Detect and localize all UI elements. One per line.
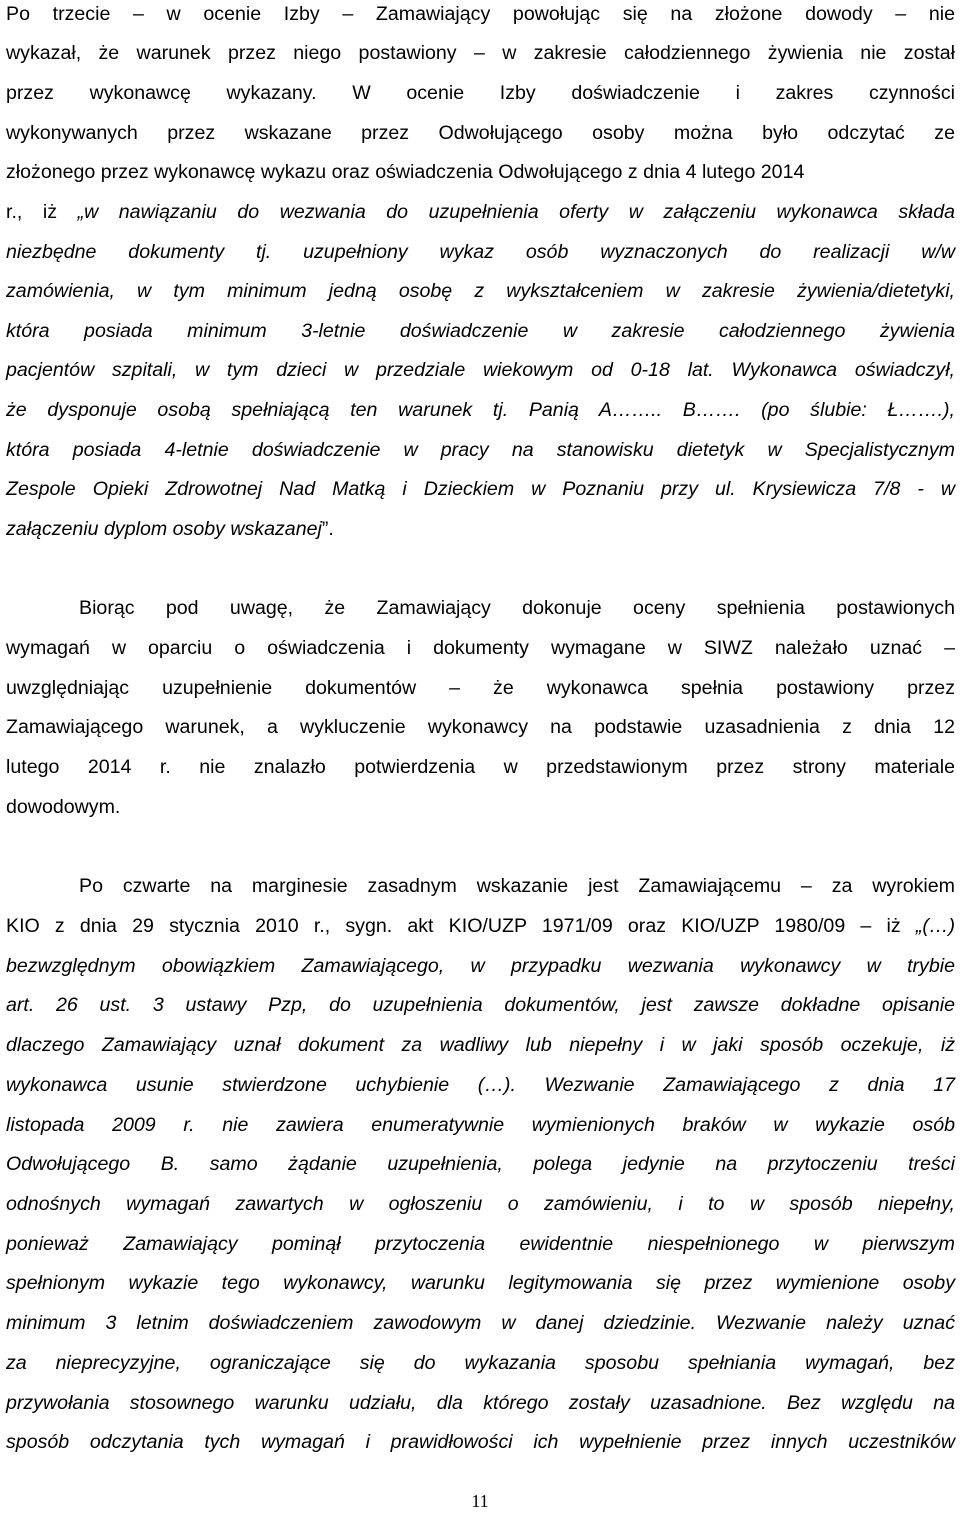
paragraph-2-line-1: Biorąc pod uwagę, że Zamawiający dokonuje oceny spełnienia postawionych xyxy=(79,597,955,619)
paragraph-1-line-14 xyxy=(6,517,955,541)
paragraph-3-line-2-quote: „(…) xyxy=(915,915,955,937)
paragraph-3-line-5: dlaczego Zamawiający uznał dokument za wadliwy lub niepełny i w jaki sposób oczekuje, iż xyxy=(6,1034,955,1056)
paragraph-1-line-12: która posiada 4-letnie doświadczenie w pracy na stanowisku dietetyk w Specjalistycznym xyxy=(6,439,955,461)
paragraph-3-line-12: minimum 3 letnim doświadczeniem zawodowym w danej dziedzinie. Wezwanie należy uznać xyxy=(6,1312,955,1334)
paragraph-3-line-2-lead: KIO z dnia 29 stycznia 2010 r., sygn. akt KIO/UZP 1971/09 oraz KIO/UZP 1980/09 – iż xyxy=(6,915,916,937)
paragraph-1-line-2: wykazał, że warunek przez niego postawiony – w zakresie całodziennego żywienia nie został xyxy=(6,42,955,64)
paragraph-1-line-14-end: ”. xyxy=(321,518,334,540)
paragraph-3-line-1: Po czwarte na marginesie zasadnym wskazanie jest Zamawiającemu – za wyrokiem xyxy=(79,875,955,897)
paragraph-3-line-10: ponieważ Zamawiający pominął przytoczenia ewidentnie niespełnionego w pierwszym xyxy=(6,1233,955,1255)
paragraph-3-line-7: listopada 2009 r. nie zawiera enumeratywnie wymienionych braków w wykazie osób xyxy=(6,1114,955,1136)
page-number: 11 xyxy=(471,1491,489,1511)
paragraph-2-line-5: lutego 2014 r. nie znalazło potwierdzenia w przedstawionym przez strony materiale xyxy=(6,756,955,778)
paragraph-3-line-3: bezwzględnym obowiązkiem Zamawiającego, w przypadku wezwania wykonawcy w trybie xyxy=(6,955,955,977)
paragraph-2-line-4: Zamawiającego warunek, a wykluczenie wykonawcy na podstawie uzasadnienia z dnia 12 xyxy=(6,716,955,738)
paragraph-3-line-9: odnośnych wymagań zawartych w ogłoszeniu o zamówieniu, i to w sposób niepełny, xyxy=(6,1193,955,1215)
paragraph-1-line-10: pacjentów szpitali, w tym dzieci w przedziale wiekowym od 0-18 lat. Wykonawca oświadczył, xyxy=(6,359,955,381)
paragraph-2-line-6: dowodowym. xyxy=(6,796,121,818)
paragraph-1-line-8: zamówienia, w tym minimum jedną osobę z wykształceniem w zakresie żywienia/dietetyki, xyxy=(6,280,955,302)
paragraph-1-line-7: niezbędne dokumenty tj. uzupełniony wykaz osób wyznaczonych do realizacji w/w xyxy=(6,241,955,263)
paragraph-3-line-11: spełnionym wykazie tego wykonawcy, warunku legitymowania się przez wymienione osoby xyxy=(6,1272,955,1294)
paragraph-1-line-13: Zespole Opieki Zdrowotnej Nad Matką i Dzieckiem w Poznaniu przy ul. Krysiewicza 7/8 - w xyxy=(6,478,955,500)
paragraph-1-line-9: która posiada minimum 3-letnie doświadczenie w zakresie całodziennego żywienia xyxy=(6,320,955,342)
paragraph-1-line-14-quote: załączeniu dyplom osoby wskazanej xyxy=(6,518,322,540)
paragraph-3-line-13: za nieprecyzyjne, ograniczające się do wykazania sposobu spełniania wymagań, bez xyxy=(6,1352,955,1374)
paragraph-3-line-15: sposób odczytania tych wymagań i prawidłowości ich wypełnienie przez innych uczestników xyxy=(6,1431,955,1453)
paragraph-2-line-2: wymagań w oparciu o oświadczenia i dokumenty wymagane w SIWZ należało uznać – xyxy=(6,637,955,659)
paragraph-3-line-4: art. 26 ust. 3 ustawy Pzp, do uzupełnienia dokumentów, jest zawsze dokładne opisanie xyxy=(6,994,955,1016)
paragraph-1-line-3: przez wykonawcę wykazany. W ocenie Izby doświadczenie i zakres czynności xyxy=(6,82,955,104)
paragraph-3-line-6: wykonawca usunie stwierdzone uchybienie (…). Wezwanie Zamawiającego z dnia 17 xyxy=(6,1074,955,1096)
paragraph-1-line-6 xyxy=(6,200,955,224)
paragraph-1-line-6-lead: r., iż xyxy=(6,201,78,223)
paragraph-3-line-14: przywołania stosownego warunku udziału, dla którego zostały uzasadnione. Bez względu na xyxy=(6,1392,955,1414)
paragraph-3-line-2 xyxy=(6,914,955,938)
paragraph-2-line-3: uwzględniając uzupełnienie dokumentów – że wykonawca spełnia postawiony przez xyxy=(6,677,955,699)
paragraph-1-line-4: wykonywanych przez wskazane przez Odwołującego osoby można było odczytać ze xyxy=(6,122,955,144)
paragraph-1-line-5: złożonego przez wykonawcę wykazu oraz oświadczenia Odwołującego z dnia 4 lutego 2014 xyxy=(6,161,805,183)
paragraph-1-line-11: że dysponuje osobą spełniającą ten warunek tj. Panią A…….. B……. (po ślubie: Ł…….), xyxy=(6,399,955,421)
paragraph-1-line-1: Po trzecie – w ocenie Izby – Zamawiający powołując się na złożone dowody – nie xyxy=(6,3,955,25)
paragraph-3-line-8: Odwołującego B. samo żądanie uzupełnienia, polega jedynie na przytoczeniu treści xyxy=(6,1153,955,1175)
paragraph-1-line-6-quote: „w nawiązaniu do wezwania do uzupełnienia oferty w załączeniu wykonawca składa xyxy=(77,201,955,223)
